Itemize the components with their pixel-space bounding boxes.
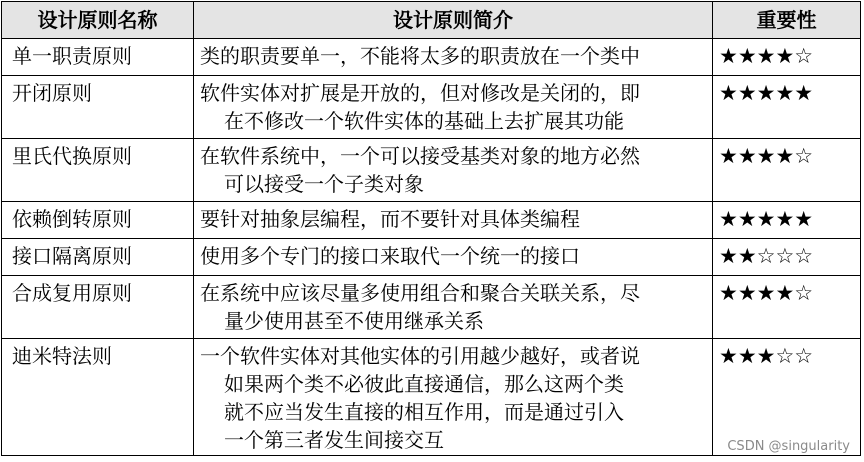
summary-line: 量少使用甚至不使用继承关系 bbox=[224, 309, 484, 333]
summary-line: 一个软件实体对其他实体的引用越少越好，或者说 bbox=[200, 344, 640, 368]
header-principle-name: 设计原则名称 bbox=[2, 2, 194, 39]
table-row bbox=[2, 339, 861, 456]
importance-stars: ★★★★★ bbox=[713, 76, 861, 139]
table-row bbox=[2, 39, 861, 76]
importance-stars: ★★★☆☆ bbox=[713, 339, 861, 456]
principle-summary bbox=[194, 276, 713, 339]
principle-name: 里氏代换原则 bbox=[2, 139, 194, 202]
summary-line: 在不修改一个软件实体的基础上去扩展其功能 bbox=[224, 109, 624, 133]
table-row bbox=[2, 239, 861, 276]
table-row bbox=[2, 202, 861, 239]
header-importance: 重要性 bbox=[713, 2, 861, 39]
csdn-watermark: CSDN @singularity bbox=[727, 439, 850, 454]
summary-line: 软件实体对扩展是开放的，但对修改是关闭的，即 bbox=[200, 81, 640, 105]
summary-line: 使用多个专门的接口来取代一个统一的接口 bbox=[200, 244, 580, 268]
importance-stars: ★★☆☆☆ bbox=[713, 239, 861, 276]
summary-line: 在软件系统中，一个可以接受基类对象的地方必然 bbox=[200, 144, 640, 168]
principle-name: 合成复用原则 bbox=[2, 276, 194, 339]
design-principles-table bbox=[1, 1, 861, 456]
principle-summary bbox=[194, 339, 713, 456]
summary-line: 如果两个类不必彼此直接通信，那么这两个类 bbox=[224, 372, 624, 396]
table-row bbox=[2, 76, 861, 139]
table-row bbox=[2, 139, 861, 202]
importance-stars: ★★★★☆ bbox=[713, 276, 861, 339]
principle-summary bbox=[194, 202, 713, 239]
importance-stars: ★★★★★ bbox=[713, 202, 861, 239]
principle-summary bbox=[194, 139, 713, 202]
summary-line: 要针对抽象层编程，而不要针对具体类编程 bbox=[200, 207, 580, 231]
importance-stars: ★★★★☆ bbox=[713, 139, 861, 202]
principle-name: 开闭原则 bbox=[2, 76, 194, 139]
summary-line: 就不应当发生直接的相互作用，而是通过引入 bbox=[224, 400, 624, 424]
summary-line: 类的职责要单一，不能将太多的职责放在一个类中 bbox=[200, 44, 640, 68]
importance-stars: ★★★★☆ bbox=[713, 39, 861, 76]
principle-name: 迪米特法则 bbox=[2, 339, 194, 456]
principle-name: 依赖倒转原则 bbox=[2, 202, 194, 239]
principle-summary bbox=[194, 76, 713, 139]
summary-line: 在系统中应该尽量多使用组合和聚合关联关系，尽 bbox=[200, 281, 640, 305]
principle-summary bbox=[194, 39, 713, 76]
summary-line: 可以接受一个子类对象 bbox=[224, 172, 424, 196]
principle-name: 单一职责原则 bbox=[2, 39, 194, 76]
summary-line: 一个第三者发生间接交互 bbox=[224, 428, 444, 452]
header-principle-summary: 设计原则简介 bbox=[194, 2, 713, 39]
table-row bbox=[2, 276, 861, 339]
principle-summary bbox=[194, 239, 713, 276]
table-header-row bbox=[2, 2, 861, 39]
principle-name: 接口隔离原则 bbox=[2, 239, 194, 276]
